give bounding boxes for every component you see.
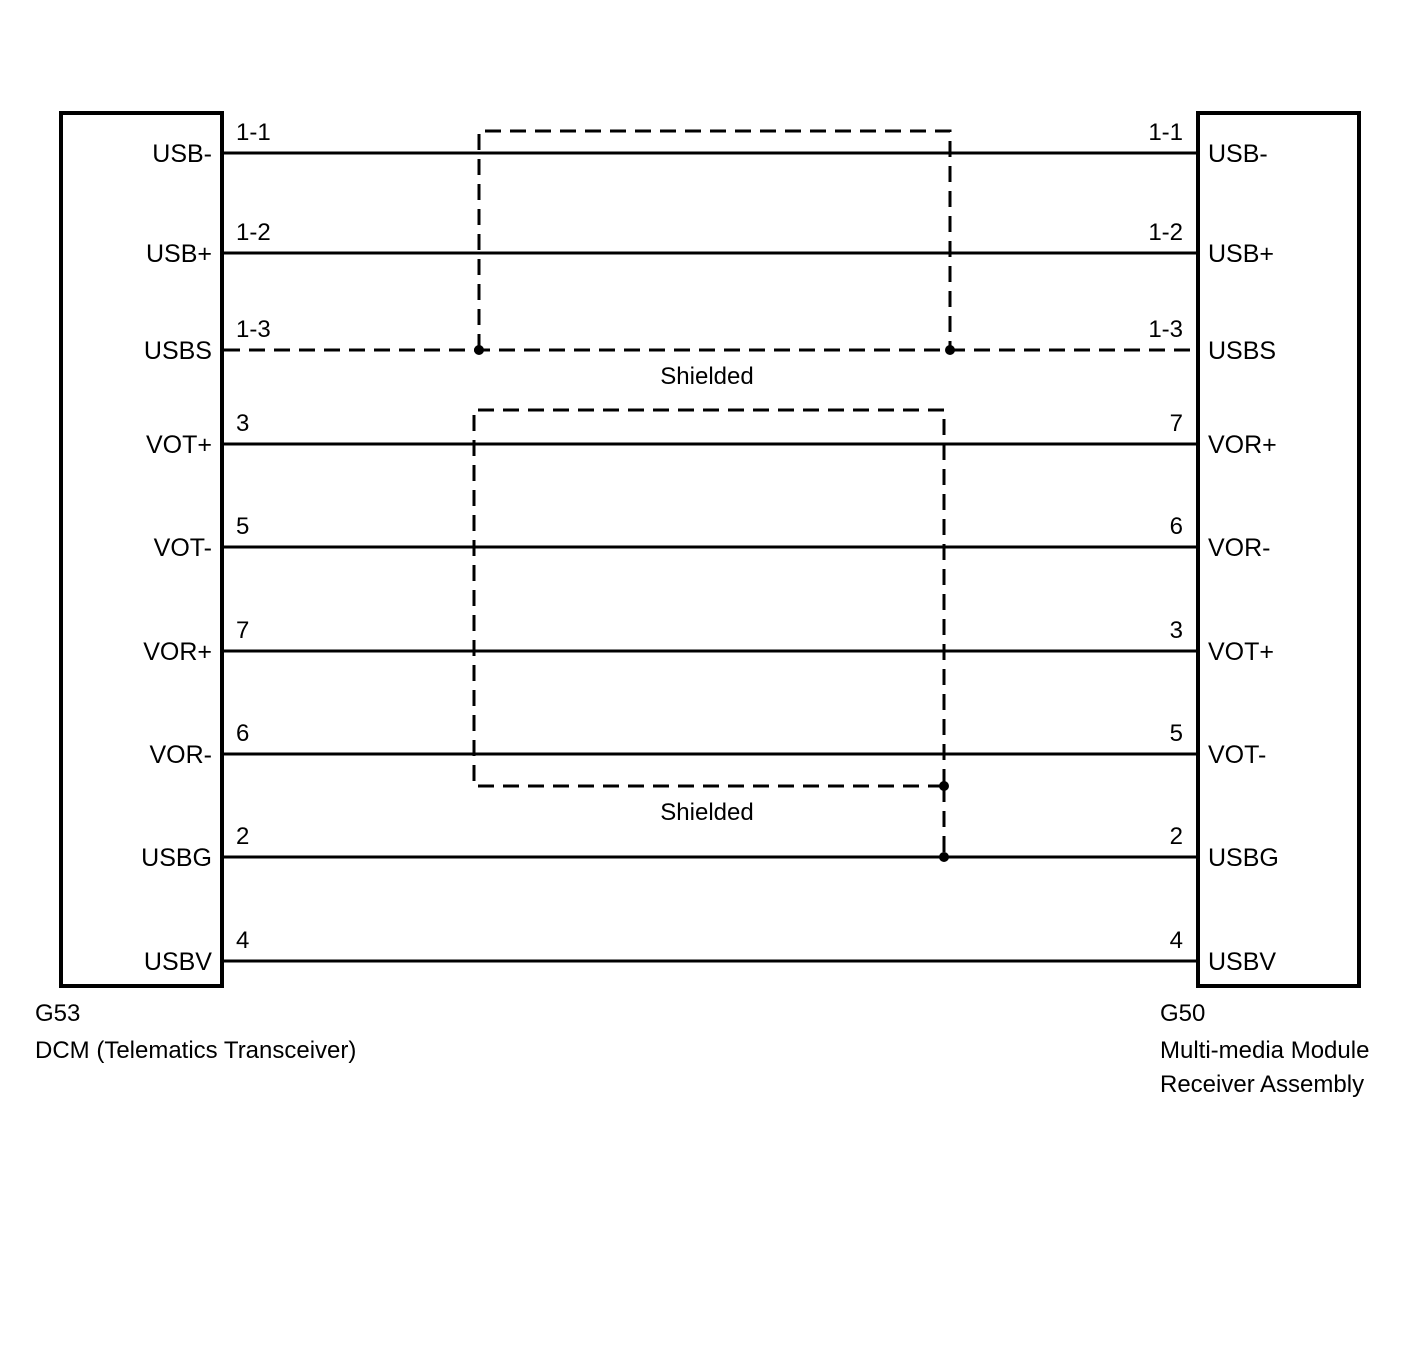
right-pin-number: 7 (1169, 410, 1183, 437)
right-connector-name-line2: Receiver Assembly (1160, 1071, 1365, 1098)
shield-video-junction-ground (939, 852, 949, 862)
shield-usb-outline (479, 131, 950, 350)
left-pin-number: 1-2 (236, 219, 271, 246)
left-signal-label: VOT- (153, 534, 212, 562)
left-signal-label: USB+ (145, 240, 212, 268)
right-connector-name-line1: Multi-media Module (1160, 1037, 1370, 1064)
left-pin-number: 4 (236, 927, 250, 954)
left-pin-number: 6 (236, 720, 250, 747)
left-pin-number: 2 (236, 823, 250, 850)
left-signal-label: USBV (143, 948, 212, 976)
shield-usb-junction-left (474, 345, 484, 355)
right-pin-number: 3 (1169, 617, 1183, 644)
left-signal-label: USBG (141, 844, 212, 872)
left-pin-number: 5 (236, 513, 250, 540)
right-pin-number: 5 (1169, 720, 1183, 747)
right-signal-label: USBV (1208, 948, 1277, 976)
left-pin-number: 3 (236, 410, 250, 437)
left-signal-label: VOR- (149, 741, 212, 769)
shield-video-label: Shielded (660, 799, 754, 826)
right-pin-number: 4 (1169, 927, 1183, 954)
right-connector-code: G50 (1160, 1000, 1206, 1027)
left-signal-label: USB- (152, 140, 212, 168)
shield-usb-label: Shielded (660, 363, 754, 390)
right-pin-number: 1-2 (1148, 219, 1183, 246)
right-signal-label: USBS (1208, 337, 1277, 365)
right-pin-number: 6 (1169, 513, 1183, 540)
right-signal-label: VOR+ (1208, 431, 1277, 459)
right-signal-label: VOT+ (1208, 638, 1274, 666)
shield-video-outline (474, 410, 944, 786)
left-pin-number: 7 (236, 617, 250, 644)
left-connector-name: DCM (Telematics Transceiver) (35, 1037, 357, 1064)
right-signal-label: VOT- (1208, 741, 1267, 769)
left-connector-code: G53 (35, 1000, 81, 1027)
left-signal-label: USBS (143, 337, 212, 365)
shield-video-junction-top (939, 781, 949, 791)
right-signal-label: VOR- (1208, 534, 1271, 562)
right-pin-number: 2 (1169, 823, 1183, 850)
left-pin-number: 1-1 (236, 119, 271, 146)
shield-video (474, 410, 949, 862)
left-pin-number: 1-3 (236, 316, 271, 343)
right-signal-label: USB+ (1208, 240, 1275, 268)
left-signal-label: VOR+ (143, 638, 212, 666)
right-signal-label: USB- (1208, 140, 1268, 168)
right-pin-number: 1-3 (1148, 316, 1183, 343)
wires (141, 119, 1279, 976)
shield-usb-junction-right (945, 345, 955, 355)
left-signal-label: VOT+ (146, 431, 212, 459)
right-signal-label: USBG (1208, 844, 1279, 872)
right-pin-number: 1-1 (1148, 119, 1183, 146)
